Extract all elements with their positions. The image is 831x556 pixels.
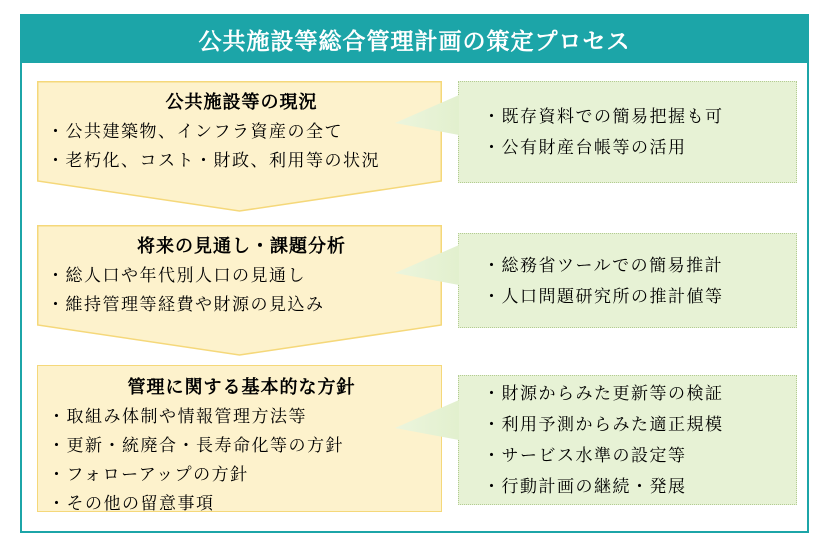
step-bullet: ・総人口や年代別人口の見通し <box>47 266 306 285</box>
note-bullet: ・既存資料での簡易把握も可 <box>483 107 724 126</box>
note-bullet: ・利用予測からみた適正規模 <box>483 415 724 434</box>
step-box-future-outlook <box>37 225 442 356</box>
note-box-basic-policy <box>458 375 797 505</box>
note-bullet: ・財源からみた更新等の検証 <box>483 384 724 403</box>
step-heading: 将来の見通し・課題分析 <box>137 236 346 256</box>
note-box-current-status <box>458 81 797 183</box>
step-heading: 管理に関する基本的な方針 <box>127 377 356 397</box>
step-bullet: ・公共建築物、インフラ資産の全て <box>47 122 343 141</box>
step-bullet: ・更新・統廃合・長寿命化等の方針 <box>48 436 344 455</box>
note-bullet: ・人口問題研究所の推計値等 <box>483 286 724 306</box>
diagram-title: 公共施設等総合管理計画の策定プロセス <box>198 28 631 54</box>
title-bar <box>22 16 807 63</box>
step-bullet: ・その他の留意事項 <box>48 494 215 513</box>
step-bullet: ・フォローアップの方針 <box>48 465 249 484</box>
note-bullet: ・公有財産台帳等の活用 <box>483 138 687 157</box>
note-bullet: ・総務省ツールでの簡易推計 <box>483 255 724 275</box>
diagram-frame <box>20 14 809 533</box>
step-heading: 公共施設等の現況 <box>165 92 318 112</box>
step-box-basic-policy <box>37 365 442 512</box>
step-bullet: ・維持管理等経費や財源の見込み <box>47 295 325 314</box>
note-bullet: ・サービス水準の設定等 <box>483 446 687 465</box>
note-bullet: ・行動計画の継続・発展 <box>483 477 687 496</box>
note-box-future-outlook <box>458 233 797 328</box>
step-bullet: ・老朽化、コスト・財政、利用等の状況 <box>47 151 380 170</box>
step-bullet: ・取組み体制や情報管理方法等 <box>48 407 307 426</box>
step-box-current-status <box>37 81 442 212</box>
